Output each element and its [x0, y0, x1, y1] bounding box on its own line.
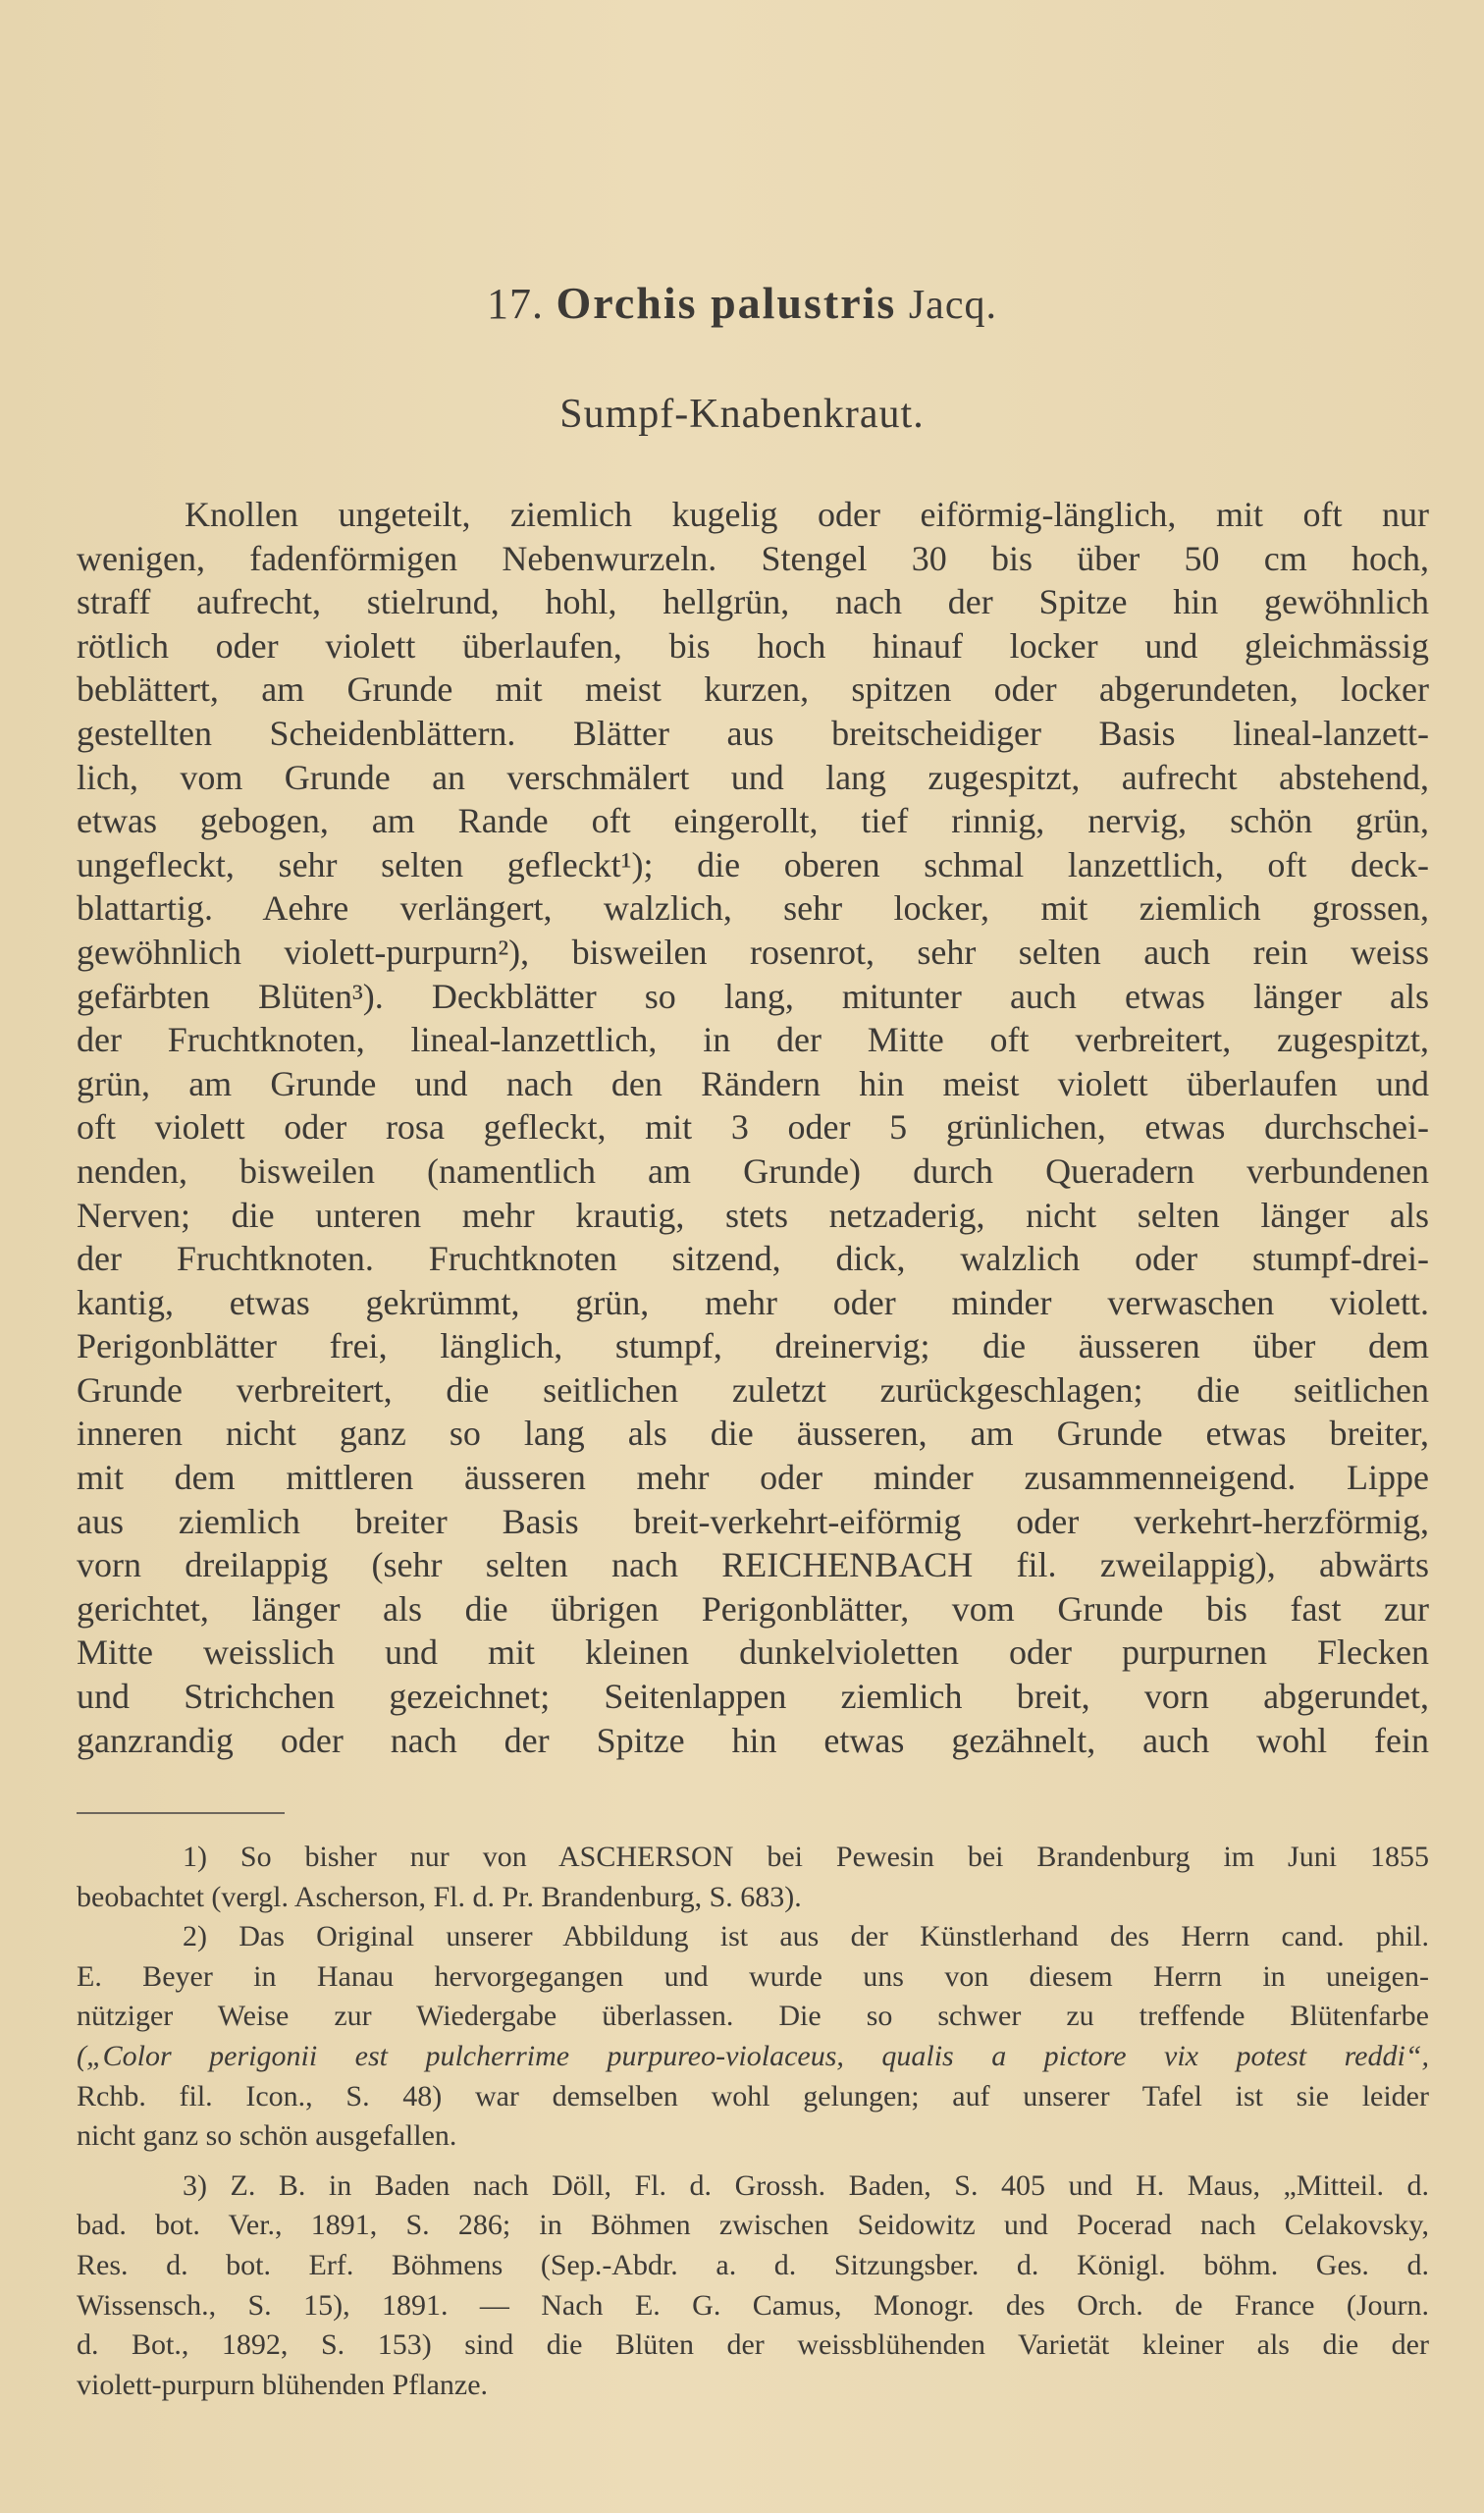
text-line: Nerven; die unteren mehr krautig, stets netzaderig, nicht selten länger als [77, 1195, 1429, 1235]
species-author: Jacq. [908, 283, 997, 328]
footnotes [77, 1838, 1429, 2405]
text-line: der Fruchtknoten. Fruchtknoten sitzend, dick, walzlich oder stumpf-drei- [77, 1239, 1429, 1279]
footnote-line: 1) So bisher nur von ASCHERSON bei Pewesin bei Brandenburg im Juni 1855 [183, 1841, 1429, 1873]
footnote-line: nicht ganz so schön ausgefallen. [77, 2119, 457, 2153]
footnote-3 [77, 2166, 1429, 2406]
text-line: straff aufrecht, stielrund, hohl, hellgrün, nach der Spitze hin gewöhnlich [77, 582, 1429, 622]
species-number: 17. [487, 280, 545, 328]
text-line: lich, vom Grunde an verschmälert und lang zugespitzt, aufrecht abstehend, [77, 757, 1429, 797]
text-line: beblättert, am Grunde mit meist kurzen, spitzen oder abgerundeten, locker [77, 669, 1429, 710]
footnote-line: violett-purpurn blühenden Pflanze. [77, 2368, 489, 2401]
text-line: grün, am Grunde und nach den Rändern hin meist violett überlaufen und [77, 1063, 1429, 1103]
text-line: nenden, bisweilen (namentlich am Grunde) durch Queradern verbundenen [77, 1150, 1429, 1191]
text-line: kantig, etwas gekrümmt, grün, mehr oder minder verwaschen violett. [77, 1282, 1429, 1322]
footnote-line: E. Beyer in Hanau hervorgegangen und wurde uns von diesem Herrn in uneigen- [77, 1959, 1429, 1993]
footnote-line: Wissensch., S. 15), 1891. — Nach E. G. Camus, Monogr. des Orch. de France (Journ. [77, 2288, 1429, 2322]
text-line: Perigonblätter frei, länglich, stumpf, dreinervig; die äusseren über dem [77, 1326, 1429, 1366]
text-line: gewöhnlich violett-purpurn²), bisweilen rosenrot, sehr selten auch rein weiss [77, 932, 1429, 972]
footnote-line: nütziger Weise zur Wiedergabe überlassen. Die so schwer zu treffende Blütenfarbe [77, 2000, 1429, 2033]
text-line: blattartig. Aehre verlängert, walzlich, sehr locker, mit ziemlich grossen, [77, 888, 1429, 929]
text-line: gefärbten Blüten³). Deckblätter so lang, mitunter auch etwas länger als [77, 976, 1429, 1016]
text-line: gestellten Scheidenblättern. Blätter aus breitscheidiger Basis lineal-lanzett- [77, 713, 1429, 753]
text-line: mit dem mittleren äusseren mehr oder minder zusammenneigend. Lippe [77, 1458, 1429, 1498]
text-line: oft violett oder rosa gefleckt, mit 3 oder 5 grünlichen, etwas durchschei- [77, 1107, 1429, 1148]
text-line: der Fruchtknoten, lineal-lanzettlich, in der Mitte oft verbreitert, zugespitzt, [77, 1020, 1429, 1060]
text-line: aus ziemlich breiter Basis breit-verkehrt-eiförmig oder verkehrt-herzförmig, [77, 1501, 1429, 1541]
footnote-line: Rchb. fil. Icon., S. 48) war demselben wohl gelungen; auf unserer Tafel ist sie leider [77, 2079, 1429, 2112]
footnote-1 [77, 1838, 1429, 1917]
text-line: Mitte weisslich und mit kleinen dunkelvioletten oder purpurnen Flecken [77, 1632, 1429, 1673]
footnote-line: d. Bot., 1892, S. 153) sind die Blüten der weissblühenden Varietät kleiner als die der [77, 2328, 1429, 2362]
text-line: rötlich oder violett überlaufen, bis hoch hinauf locker und gleichmässig [77, 625, 1429, 666]
footnote-line: („Color perigonii est pulcherrime purpureo-violaceus, qualis a pictore vix potest reddi“, [77, 2039, 1429, 2072]
text-line: und Strichchen gezeichnet; Seitenlappen ziemlich breit, vorn abgerundet, [77, 1677, 1429, 1717]
text-line: wenigen, fadenförmigen Nebenwurzeln. Stengel 30 bis über 50 cm hoch, [77, 538, 1429, 578]
species-name: Orchis palustris [556, 278, 897, 328]
footnote-line: Res. d. bot. Erf. Böhmens (Sep.-Abdr. a. d. Sitzungsber. d. Königl. böhm. Ges. d. [77, 2248, 1429, 2281]
footnote-line: 3) Z. B. in Baden nach Döll, Fl. d. Grossh. Baden, S. 405 und H. Maus, „Mitteil. d. [183, 2168, 1429, 2202]
text-line: inneren nicht ganz so lang als die äusseren, am Grunde etwas breiter, [77, 1414, 1429, 1454]
text-line: gerichtet, länger als die übrigen Perigonblätter, vom Grunde bis fast zur [77, 1588, 1429, 1629]
footnote-2 [77, 1917, 1429, 2157]
common-name: Sumpf-Knabenkraut. [559, 392, 925, 437]
text-line: vorn dreilappig (sehr selten nach REICHENBACH fil. zweilappig), abwärts [77, 1545, 1429, 1585]
text-line: etwas gebogen, am Rande oft eingerollt, tief rinnig, nervig, schön grün, [77, 801, 1429, 841]
text-line: ungefleckt, sehr selten gefleckt¹); die oberen schmal lanzettlich, oft deck- [77, 844, 1429, 884]
footnote-line: 2) Das Original unserer Abbildung ist aus der Künstlerhand des Herrn cand. phil. [183, 1920, 1429, 1953]
description-text [77, 493, 1429, 1762]
page-title [0, 277, 1484, 329]
footnote-line: beobachtet (vergl. Ascherson, Fl. d. Pr. Brandenburg, S. 683). [77, 1880, 802, 1913]
text-line: Knollen ungeteilt, ziemlich kugelig oder eiförmig-länglich, mit oft nur [185, 495, 1429, 534]
footnote-line: bad. bot. Ver., 1891, S. 286; in Böhmen zwischen Seidowitz und Pocerad nach Celakovsky, [77, 2209, 1429, 2242]
text-line: Grunde verbreitert, die seitlichen zuletzt zurückgeschlagen; die seitlichen [77, 1369, 1429, 1410]
text-line: ganzrandig oder nach der Spitze hin etwas gezähnelt, auch wohl fein [77, 1720, 1429, 1760]
footnote-divider [77, 1812, 285, 1814]
